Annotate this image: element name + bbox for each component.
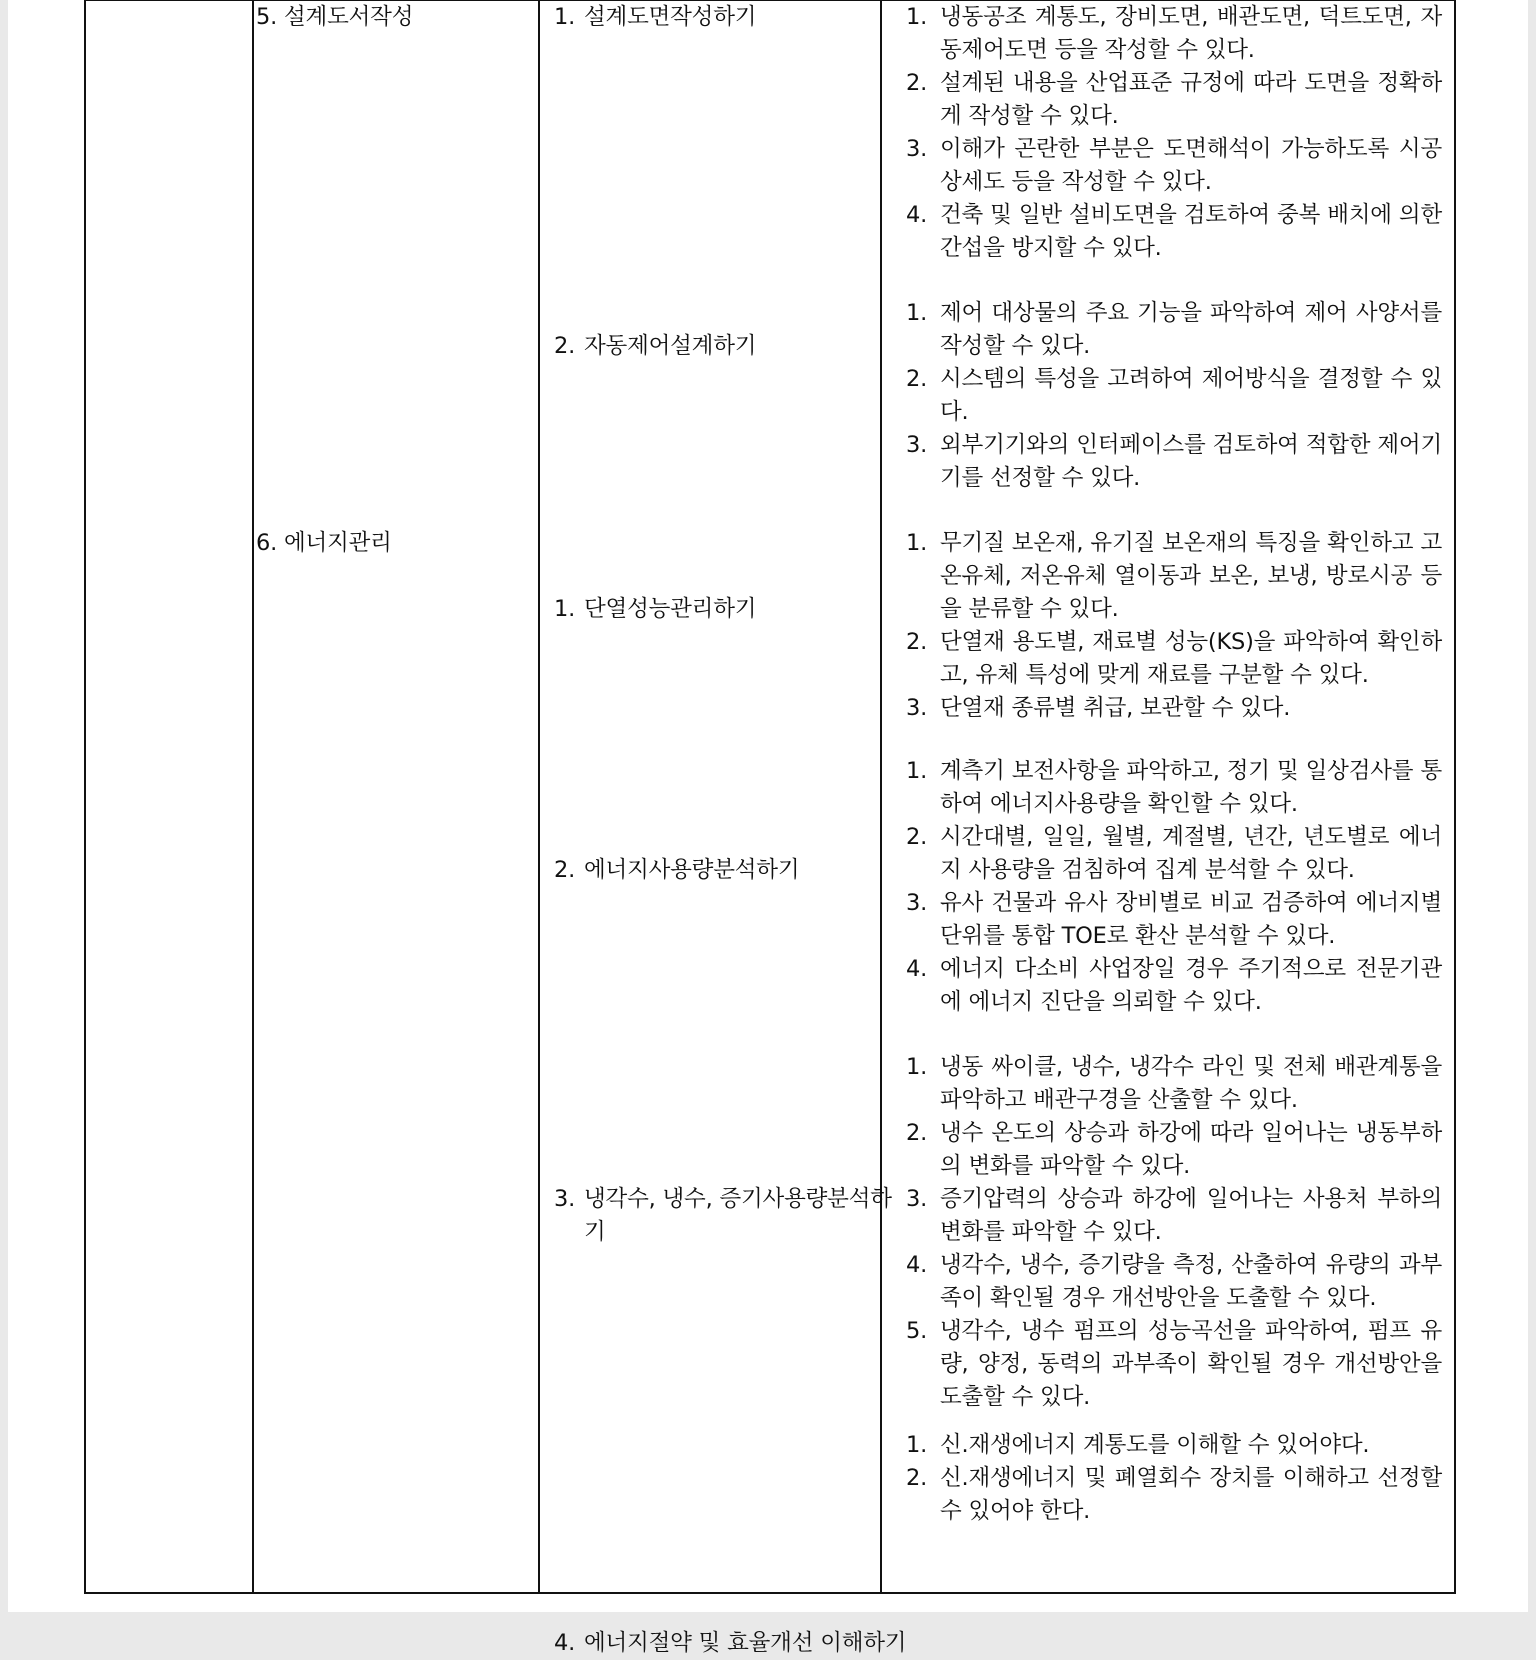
unit-cell	[554, 1, 929, 34]
criteria-cell	[906, 1, 1442, 265]
criteria-item	[906, 1315, 1442, 1414]
criteria-item	[906, 1183, 1442, 1249]
criteria-item	[906, 1, 1442, 67]
module-cell: 5. 설계도서작성	[256, 4, 414, 30]
criteria-item	[906, 821, 1442, 887]
criteria-cell	[906, 1051, 1442, 1414]
unit-number: 1.	[554, 4, 576, 30]
item-number: 3.	[906, 890, 928, 916]
item-text: 에너지 다소비 사업장일 경우 주기적으로 전문기관에 에너지 진단을 의뢰할 수 있다.	[940, 956, 1442, 1015]
item-text: 냉각수, 냉수 펌프의 성능곡선을 파악하여, 펌프 유량, 양정, 동력의 과부족이 확인될 경우 개선방안을 도출할 수 있다.	[940, 1318, 1442, 1410]
criteria-item	[906, 887, 1442, 953]
column-divider	[538, 1, 540, 1592]
item-text: 냉동 싸이클, 냉수, 냉각수 라인 및 전체 배관계통을 파악하고 배관구경을 산출할 수 있다.	[940, 1054, 1442, 1113]
criteria-item	[906, 67, 1442, 133]
item-text: 냉동공조 계통도, 장비도면, 배관도면, 덕트도면, 자동제어도면 등을 작성할 수 있다.	[940, 4, 1442, 63]
unit-title: 에너지절약 및 효율개선 이해하기	[584, 1630, 907, 1656]
criteria-item	[906, 626, 1442, 692]
item-text: 유사 건물과 유사 장비별로 비교 검증하여 에너지별 단위를 통합 TOE로 환산 분석할 수 있다.	[940, 890, 1442, 949]
criteria-item	[906, 755, 1442, 821]
item-text: 건축 및 일반 설비도면을 검토하여 중복 배치에 의한 간섭을 방지할 수 있다.	[940, 202, 1442, 261]
item-number: 2.	[906, 366, 928, 392]
criteria-item	[906, 1051, 1442, 1117]
unit-title: 자동제어설계하기	[584, 333, 757, 359]
unit-cell	[554, 1183, 929, 1249]
criteria-cell	[906, 527, 1442, 725]
criteria-item	[906, 363, 1442, 429]
unit-number: 4.	[554, 1630, 576, 1656]
item-text: 단열재 종류별 취급, 보관할 수 있다.	[940, 695, 1291, 721]
item-number: 4.	[906, 956, 928, 982]
item-number: 1.	[906, 4, 928, 30]
item-number: 1.	[906, 1432, 928, 1458]
item-text: 계측기 보전사항을 파악하고, 정기 및 일상검사를 통하여 에너지사용량을 확인할 수 있다.	[940, 758, 1442, 817]
item-number: 1.	[906, 300, 928, 326]
item-text: 냉수 온도의 상승과 하강에 따라 일어나는 냉동부하의 변화를 파악할 수 있다.	[940, 1120, 1442, 1179]
criteria-item	[906, 692, 1442, 725]
criteria-item	[906, 1462, 1442, 1528]
item-number: 4.	[906, 202, 928, 228]
unit-number: 1.	[554, 596, 576, 622]
item-text: 시스템의 특성을 고려하여 제어방식을 결정할 수 있다.	[940, 366, 1442, 425]
unit-title-line: 냉각수, 냉수, 증기사용량분석하	[584, 1186, 892, 1212]
unit-cell	[554, 593, 929, 626]
item-text: 단열재 용도별, 재료별 성능(KS)을 파악하여 확인하고, 유체 특성에 맞게 재료를 구분할 수 있다.	[940, 629, 1442, 688]
item-number: 2.	[906, 1465, 928, 1491]
unit-cell	[554, 1627, 929, 1660]
criteria-item	[906, 1429, 1442, 1462]
criteria-item	[906, 297, 1442, 363]
unit-title: 설계도면작성하기	[584, 4, 757, 30]
item-number: 2.	[906, 1120, 928, 1146]
unit-title-line: 기	[584, 1219, 606, 1245]
item-text: 설계된 내용을 산업표준 규정에 따라 도면을 정확하게 작성할 수 있다.	[940, 70, 1442, 129]
item-number: 3.	[906, 432, 928, 458]
item-text: 무기질 보온재, 유기질 보온재의 특징을 확인하고 고온유체, 저온유체 열이동과 보온, 보냉, 방로시공 등을 분류할 수 있다.	[940, 530, 1442, 622]
criteria-item	[906, 133, 1442, 199]
criteria-item	[906, 1117, 1442, 1183]
item-text: 시간대별, 일일, 월별, 계절별, 년간, 년도별로 에너지 사용량을 검침하여 집계 분석할 수 있다.	[940, 824, 1442, 883]
unit-number: 2.	[554, 333, 576, 359]
item-text: 냉각수, 냉수, 증기량을 측정, 산출하여 유량의 과부족이 확인될 경우 개선방안을 도출할 수 있다.	[940, 1252, 1442, 1311]
unit-title: 단열성능관리하기	[584, 596, 757, 622]
module-cell: 6. 에너지관리	[256, 530, 392, 556]
item-number: 1.	[906, 530, 928, 556]
criteria-item	[906, 527, 1442, 626]
column-divider	[252, 1, 254, 1592]
item-number: 2.	[906, 824, 928, 850]
item-number: 1.	[906, 1054, 928, 1080]
item-number: 3.	[906, 1186, 928, 1212]
column-divider	[880, 1, 882, 1592]
item-text: 증기압력의 상승과 하강에 일어나는 사용처 부하의 변화를 파악할 수 있다.	[940, 1186, 1442, 1245]
item-number: 3.	[906, 695, 928, 721]
criteria-item	[906, 199, 1442, 265]
item-text: 제어 대상물의 주요 기능을 파악하여 제어 사양서를 작성할 수 있다.	[940, 300, 1442, 359]
item-text: 신.재생에너지 및 폐열회수 장치를 이해하고 선정할 수 있어야 한다.	[940, 1465, 1442, 1524]
competency-table	[84, 0, 1456, 1656]
item-text: 이해가 곤란한 부분은 도면해석이 가능하도록 시공상세도 등을 작성할 수 있다.	[940, 136, 1442, 195]
criteria-cell	[906, 1429, 1442, 1528]
item-number: 5.	[906, 1318, 928, 1344]
item-number: 1.	[906, 758, 928, 784]
unit-number: 2.	[554, 857, 576, 883]
unit-cell	[554, 330, 929, 363]
criteria-cell	[906, 755, 1442, 1019]
document-page	[8, 0, 1528, 1656]
criteria-cell	[906, 297, 1442, 495]
item-text: 외부기기와의 인터페이스를 검토하여 적합한 제어기기를 선정할 수 있다.	[940, 432, 1442, 491]
item-number: 2.	[906, 629, 928, 655]
criteria-item	[906, 429, 1442, 495]
item-number: 2.	[906, 70, 928, 96]
item-number: 3.	[906, 136, 928, 162]
criteria-item	[906, 1249, 1442, 1315]
unit-title: 에너지사용량분석하기	[584, 857, 800, 883]
unit-cell	[554, 854, 929, 887]
item-number: 4.	[906, 1252, 928, 1278]
criteria-item	[906, 953, 1442, 1019]
unit-number: 3.	[554, 1186, 576, 1212]
item-text: 신.재생에너지 계통도를 이해할 수 있어야다.	[940, 1432, 1370, 1458]
